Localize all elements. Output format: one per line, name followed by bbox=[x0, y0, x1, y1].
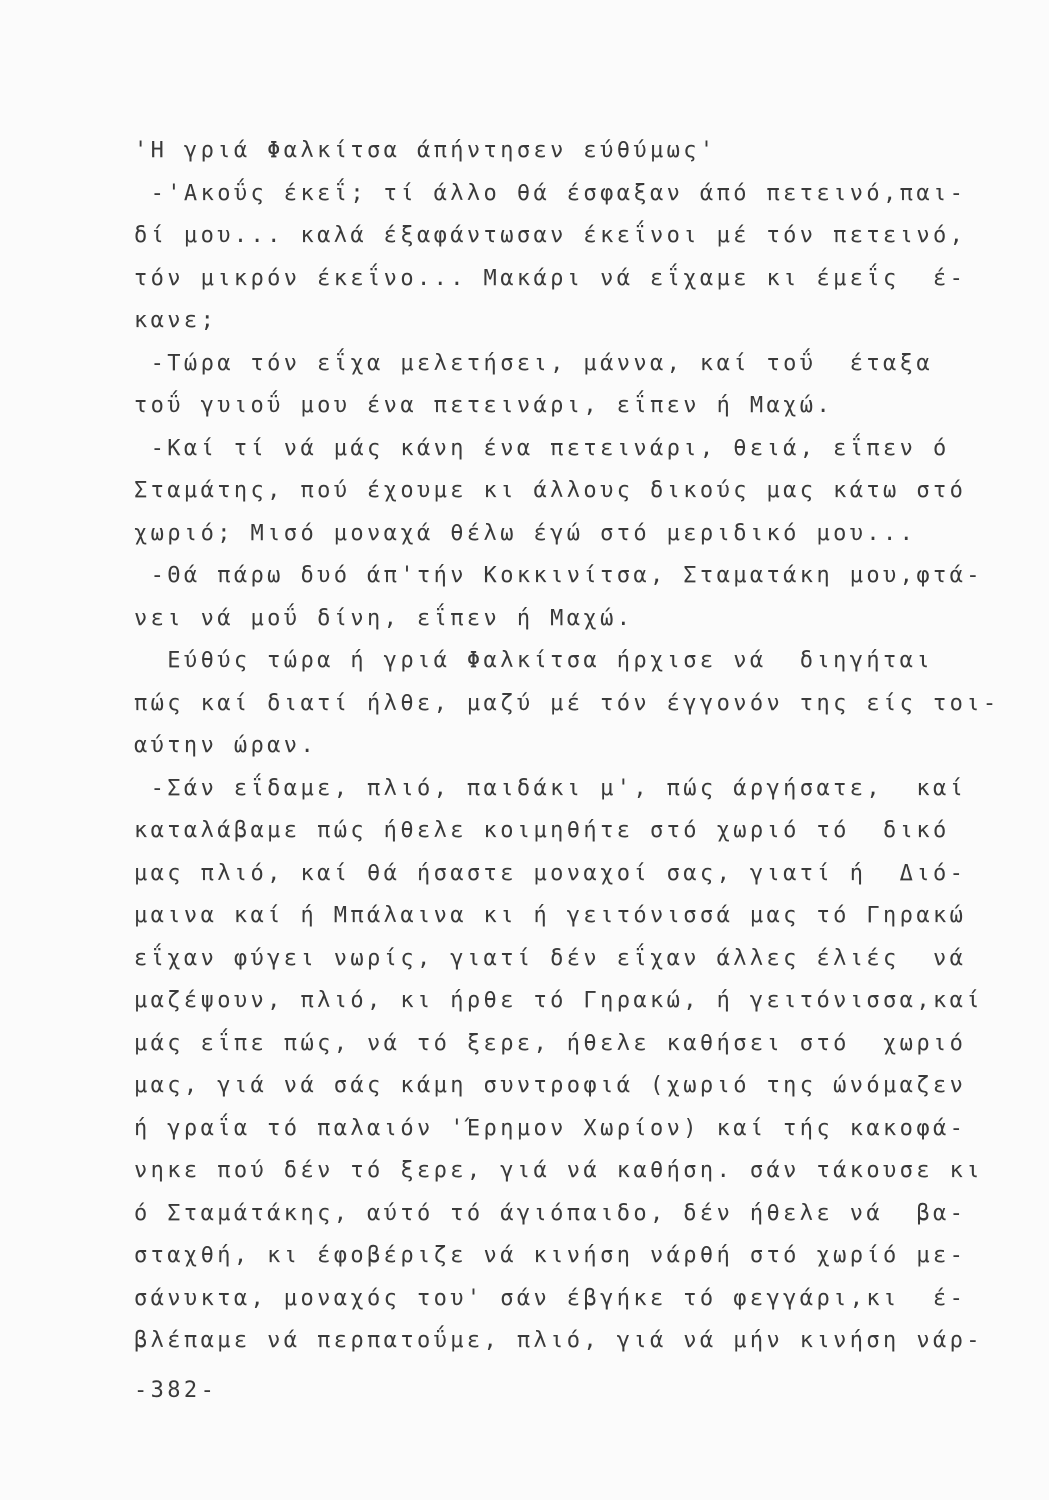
text-line: μαζέψουν, πλιό, κι ήρθε τό Γηρακώ, ή γειτόνισσα,καί bbox=[134, 988, 983, 1013]
text-line: πώς καί διατί ήλθε, μαζύ μέ τόν έγγονόν της είς τοι- bbox=[134, 690, 1000, 716]
page-number: -382- bbox=[134, 1378, 218, 1403]
text-line: σταχθή, κι έφοβέριζε νά κινήση νάρθή στό χωρίό με- bbox=[134, 1243, 967, 1268]
text-line: μάς εΐπε πώς, νά τό ξερε, ήθελε καθήσει στό χωριό bbox=[134, 1030, 967, 1056]
text-line: τόν μικρόν έκεΐνο... Μακάρι νά εΐχαμε κι έμεΐς έ- bbox=[134, 265, 967, 291]
body-text bbox=[134, 130, 1004, 1363]
text-line: μας, γιά νά σάς κάμη συντροφιά (χωριό της ώνόμαζεν bbox=[134, 1073, 967, 1098]
text-line: εΐχαν φύγει νωρίς, γιατί δέν εΐχαν άλλες έλιές νά bbox=[134, 945, 967, 971]
text-line: -Σάν εΐδαμε, πλιό, παιδάκι μ', πώς άργήσατε, καί bbox=[134, 775, 967, 801]
text-line: κανε; bbox=[134, 308, 218, 333]
text-line: -Καί τί νά μάς κάνη ένα πετεινάρι, θειά, εΐπεν ό bbox=[134, 435, 950, 461]
text-line: Σταμάτης, πού έχουμε κι άλλους δικούς μας κάτω στό bbox=[134, 478, 967, 503]
text-line: 'Η γριά Φαλκίτσα άπήντησεν εύθύμως' bbox=[134, 138, 717, 163]
text-line: βλέπαμε νά περπατοΰμε, πλιό, γιά νά μήν κινήση νάρ- bbox=[134, 1328, 983, 1353]
text-line: -Τώρα τόν εΐχα μελετήσει, μάννα, καί τοΰ έταξα bbox=[134, 350, 933, 376]
text-line: ό Σταμάτάκης, αύτό τό άγιόπαιδο, δέν ήθελε νά βα- bbox=[134, 1200, 967, 1226]
text-line: νει νά μοΰ δίνη, εΐπεν ή Μαχώ. bbox=[134, 605, 634, 631]
text-line: ή γραΐα τό παλαιόν 'Έρημον Χωρίον) καί τής κακοφά- bbox=[134, 1115, 967, 1141]
text-line: χωριό; Μισό μοναχά θέλω έγώ στό μεριδικό μου... bbox=[134, 520, 917, 546]
text-line: -Θά πάρω δυό άπ'τήν Κοκκινίτσα, Σταματάκη μου,φτά- bbox=[134, 563, 983, 588]
text-line: καταλάβαμε πώς ήθελε κοιμηθήτε στό χωριό τό δικό bbox=[134, 818, 950, 843]
text-line: τοΰ γυιοΰ μου ένα πετεινάρι, εΐπεν ή Μαχώ. bbox=[134, 393, 834, 418]
text-line: δί μου... καλά έξαφάντωσαν έκεΐνοι μέ τόν πετεινό, bbox=[134, 223, 967, 248]
text-line: νηκε πού δέν τό ξερε, γιά νά καθήση. σάν τάκουσε κι bbox=[134, 1158, 983, 1183]
text-line: αύτην ώραν. bbox=[134, 733, 318, 758]
text-line: Εύθύς τώρα ή γριά Φαλκίτσα ήρχισε νά διηγήται bbox=[134, 648, 933, 673]
text-line: μας πλιό, καί θά ήσαστε μοναχοί σας, γιατί ή Διό- bbox=[134, 860, 967, 886]
text-line: -'Ακοΰς έκεΐ; τί άλλο θά έσφαξαν άπό πετεινό,παι- bbox=[134, 180, 967, 206]
text-line: σάνυκτα, μοναχός του' σάν έβγήκε τό φεγγάρι,κι έ- bbox=[134, 1285, 967, 1311]
text-line: μαινα καί ή Μπάλαινα κι ή γειτόνισσά μας τό Γηρακώ bbox=[134, 903, 967, 928]
